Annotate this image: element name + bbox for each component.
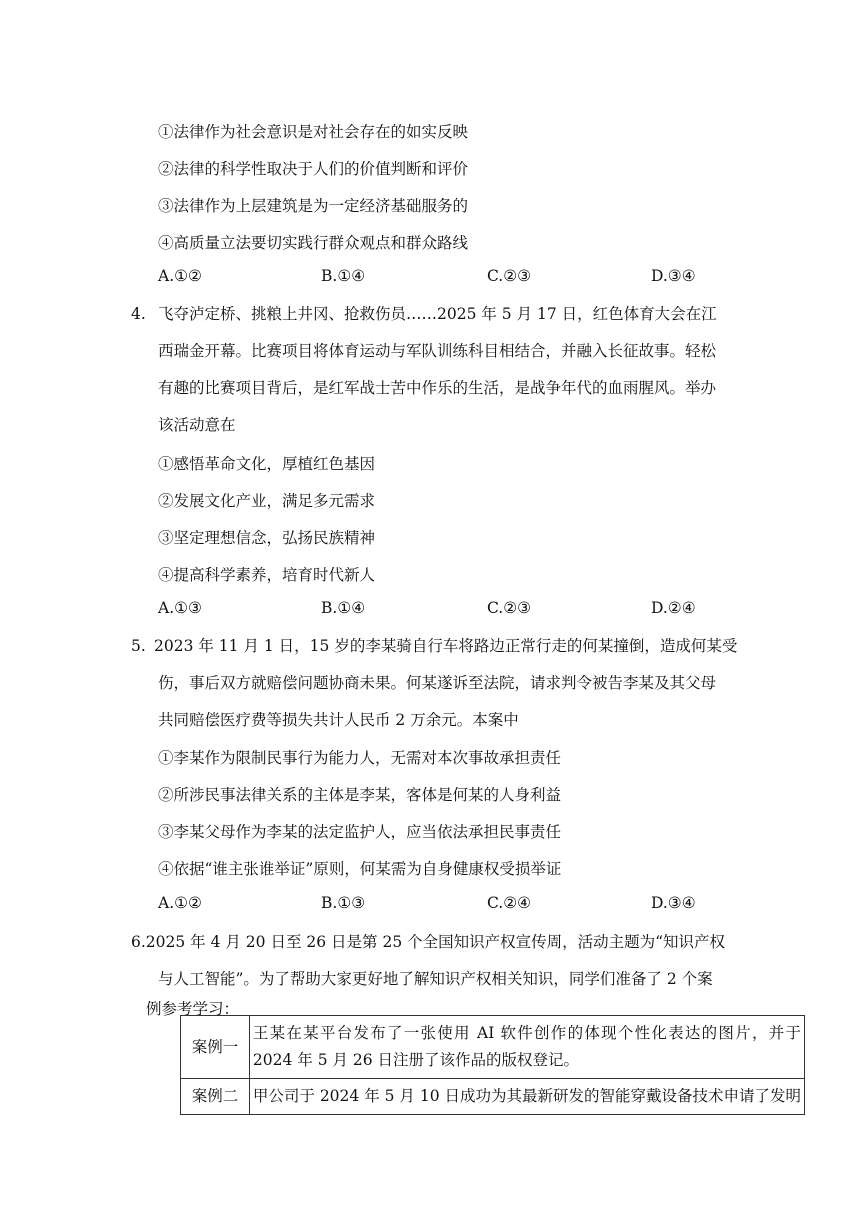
q5-statement-1: ①李某作为限制民事行为能力人，无需对本次事故承担责任 [158,749,562,767]
q3-option-d: D.③④ [651,267,696,285]
q6-stem-line-3: 例参考学习： [146,1000,240,1018]
q5-stem-line-3: 共同赔偿医疗费等损失共计人民币 2 万余元。本案中 [158,711,519,729]
q5-stem-line-2: 伤，事后双方就赔偿问题协商未果。何某遂诉至法院，请求判令被告李某及其父母 [158,674,717,692]
case-row [181,1016,805,1079]
q4-stem-line-4: 该活动意在 [158,416,236,434]
q6-stem-line-2: 与人工智能”。为了帮助大家更好地了解知识产权相关知识，同学们准备了 2 个案 [158,970,713,988]
q4-option-d: D.②④ [651,599,696,617]
q4-option-a: A.①③ [158,599,202,617]
q3-option-a: A.①② [158,267,202,285]
q3-options [0,266,860,286]
q5-options [0,893,860,913]
q4-stem-line-3: 有趣的比赛项目背后，是红军战士苦中作乐的生活，是战争年代的血雨腥风。举办 [158,379,717,397]
case-2-text: 甲公司于 2024 年 5 月 10 日成功为其最新研发的智能穿戴设备技术申请了发明 [249,1079,804,1115]
q5-option-a: A.①② [158,894,202,912]
q5-number: 5. [131,637,146,655]
q4-option-c: C.②③ [487,599,532,617]
case-1-label: 案例一 [181,1016,250,1079]
q5-statement-2: ②所涉民事法律关系的主体是李某，客体是何某的人身利益 [158,786,562,804]
q3-option-b: B.①④ [321,267,366,285]
q3-statement-1: ①法律作为社会意识是对社会存在的如实反映 [158,123,469,141]
q4-stem-line-1: 飞夺泸定桥、挑粮上井冈、抢救伤员……2025 年 5 月 17 日，红色体育大会在江 [158,305,717,323]
q5-option-c: C.②④ [487,894,532,912]
q3-statement-2: ②法律的科学性取决于人们的价值判断和评价 [158,160,469,178]
q3-statement-3: ③法律作为上层建筑是为一定经济基础服务的 [158,197,469,215]
case-table [180,1015,805,1115]
q5-statement-3: ③李某父母作为李某的法定监护人，应当依法承担民事责任 [158,823,562,841]
q5-option-d: D.③④ [651,894,696,912]
q4-statement-2: ②发展文化产业，满足多元需求 [158,492,376,510]
case-1-text: 王某在某平台发布了一张使用 AI 软件创作的体现个性化表达的图片，并于 2024 年 5 月 26 日注册了该作品的版权登记。 [249,1016,804,1079]
q4-option-b: B.①④ [321,599,366,617]
q5-stem-line-1: 2023 年 11 月 1 日，15 岁的李某骑自行车将路边正常行走的何某撞倒，造成何某受 [154,637,738,655]
case-row [181,1079,805,1115]
q4-statement-4: ④提高科学素养，培育时代新人 [158,566,376,584]
q4-number: 4. [131,305,146,323]
q6-stem-line-1: 6.2025 年 4 月 20 日至 26 日是第 25 个全国知识产权宣传周，活动主题为“知识产权 [131,933,726,951]
q4-statement-1: ①感悟革命文化，厚植红色基因 [158,455,376,473]
case-2-label: 案例二 [181,1079,250,1115]
q4-statement-3: ③坚定理想信念，弘扬民族精神 [158,529,376,547]
q5-option-b: B.①③ [321,894,366,912]
q3-option-c: C.②③ [487,267,532,285]
q4-stem-line-2: 西瑞金开幕。比赛项目将体育运动与军队训练科目相结合，并融入长征故事。轻松 [158,342,717,360]
q4-options [0,598,860,618]
q3-statement-4: ④高质量立法要切实践行群众观点和群众路线 [158,234,469,252]
q5-statement-4: ④依据“谁主张谁举证”原则，何某需为自身健康权受损举证 [158,860,562,878]
